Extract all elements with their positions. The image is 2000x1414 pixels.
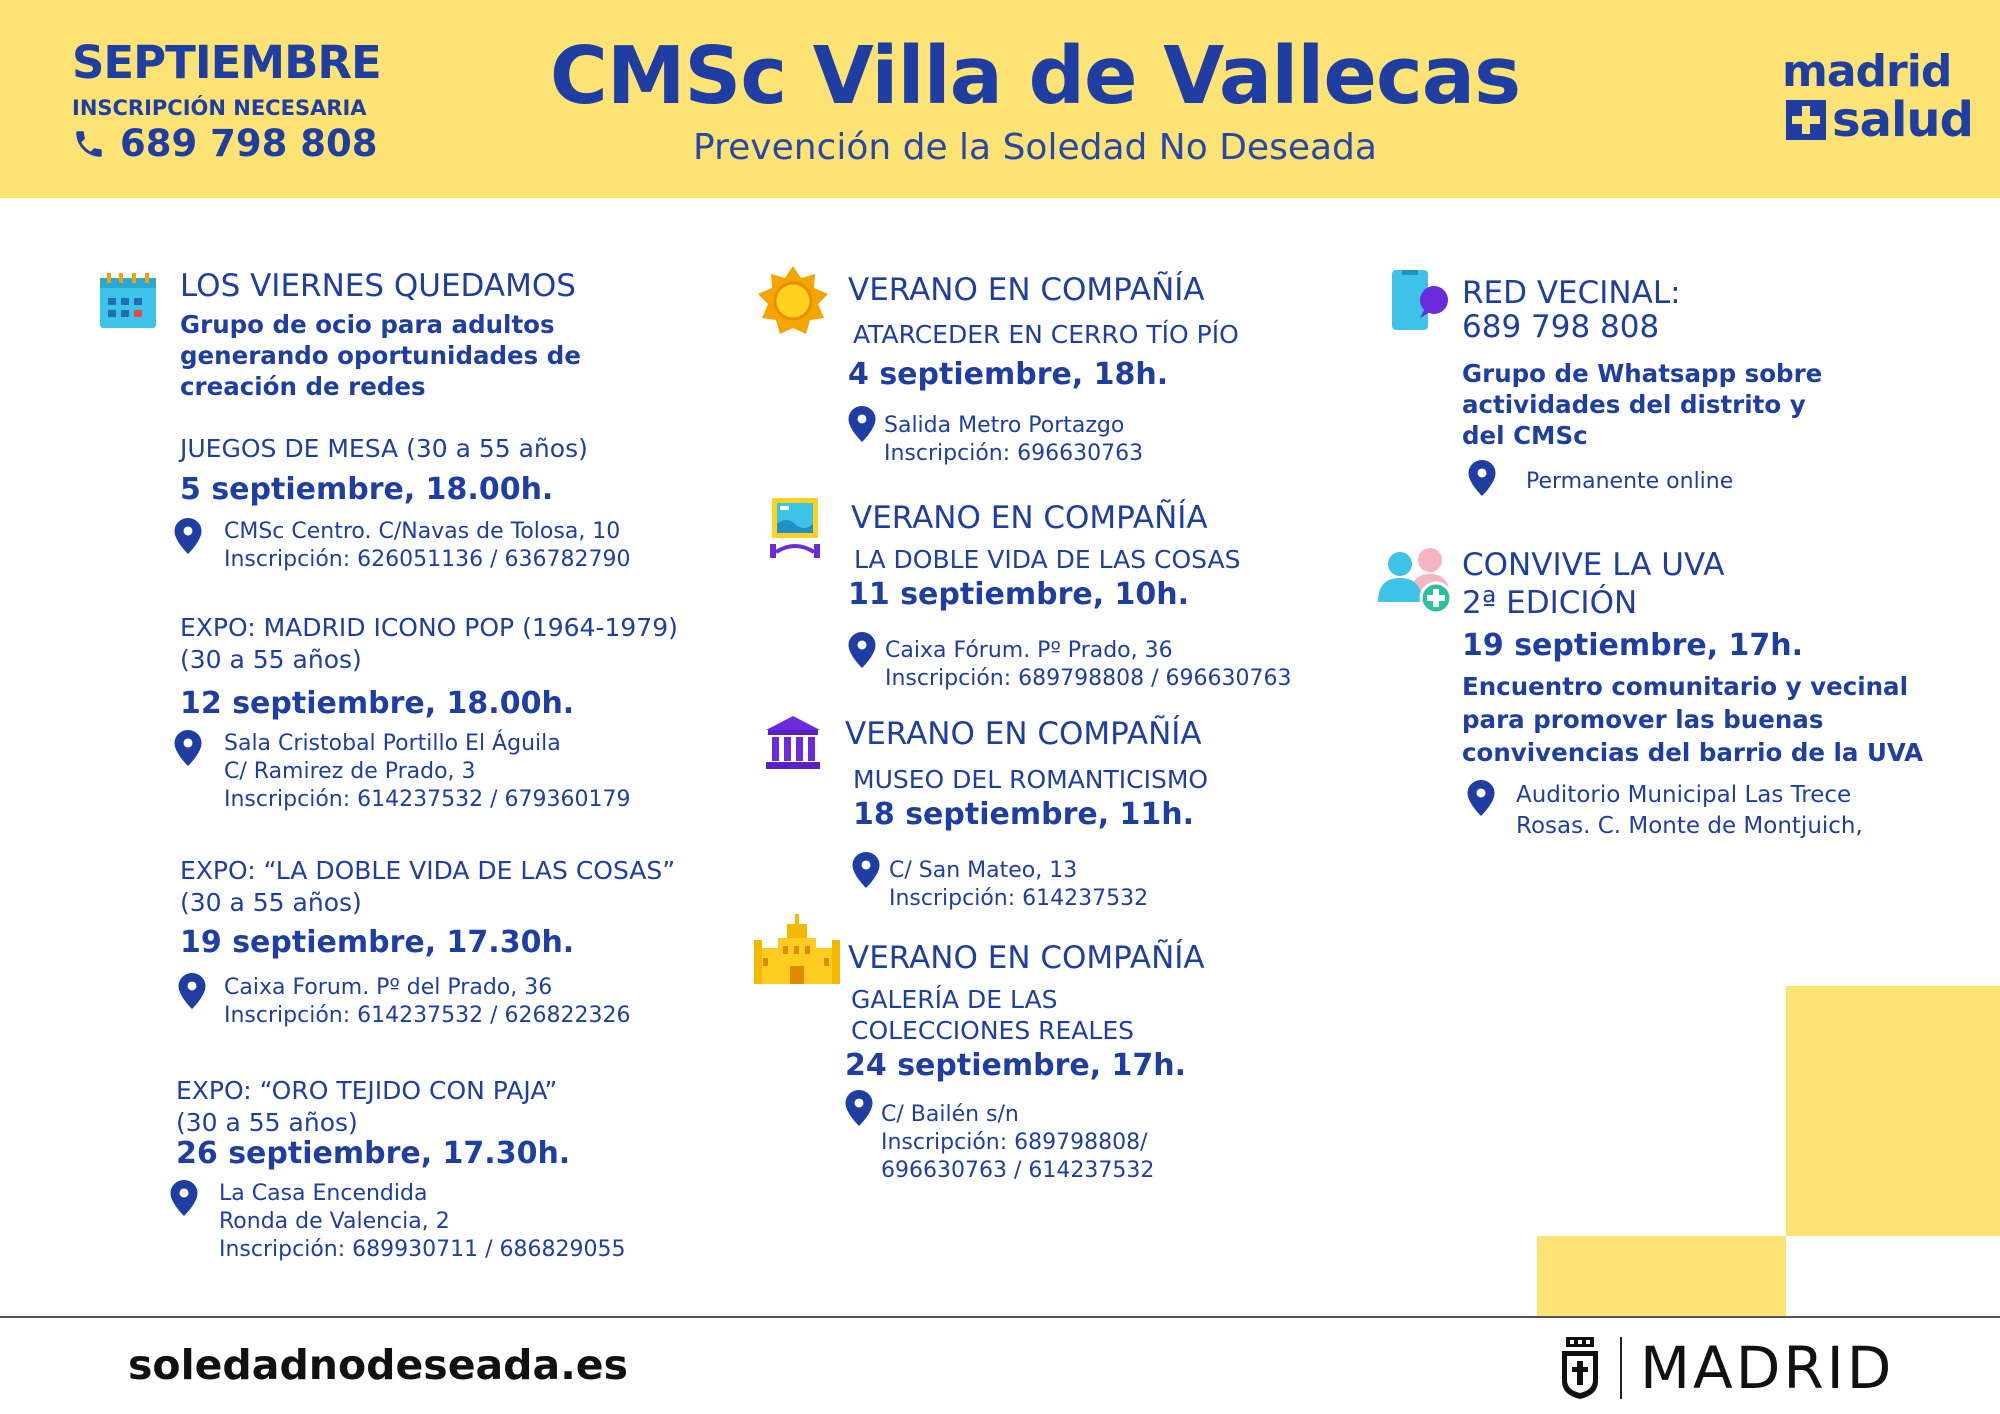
red-vecinal-description xyxy=(1462,358,1822,451)
event-subtitle xyxy=(851,984,1134,1046)
location-line: Salida Metro Portazgo xyxy=(884,413,1125,438)
event-date: 4 septiembre, 18h. xyxy=(848,357,1169,392)
location-line: C/ Ramirez de Prado, 3 xyxy=(224,759,476,784)
heading-line: 2ª EDICIÓN xyxy=(1462,585,1638,621)
madrid-salud-logo-bottom: salud xyxy=(1832,92,1973,148)
subtitle-line: (30 a 55 años) xyxy=(180,888,362,917)
location-pin-icon xyxy=(845,1090,873,1126)
desc-line: generando oportunidades de xyxy=(180,341,581,370)
madrid-wordmark: MADRID xyxy=(1640,1334,1895,1402)
event-location xyxy=(881,1101,1154,1185)
event-subtitle: ATARCEDER EN CERRO TÍO PÍO xyxy=(853,320,1239,349)
logo-divider xyxy=(1620,1337,1622,1399)
event-subtitle: MUSEO DEL ROMANTICISMO xyxy=(853,765,1209,794)
decor-block xyxy=(1537,1236,1786,1316)
event-heading: VERANO EN COMPAÑÍA xyxy=(848,940,1205,976)
location-pin-icon xyxy=(852,852,880,888)
event-subtitle xyxy=(180,612,678,676)
heading-line: CONVIVE LA UVA xyxy=(1462,547,1725,583)
subtitle-line: EXPO: “ORO TEJIDO CON PAJA” xyxy=(176,1076,558,1105)
subtitle-line: COLECCIONES REALES xyxy=(851,1016,1134,1045)
event-subtitle xyxy=(180,855,675,919)
event-subtitle xyxy=(176,1075,557,1139)
location-line: 696630763 / 614237532 xyxy=(881,1158,1155,1183)
desc-line: creación de redes xyxy=(180,372,426,401)
madrid-shield-icon xyxy=(1560,1337,1600,1399)
location-line: Ronda de Valencia, 2 xyxy=(219,1209,450,1234)
event-location xyxy=(224,974,630,1030)
event-date: 12 septiembre, 18.00h. xyxy=(180,686,575,721)
col1-heading: LOS VIERNES QUEDAMOS xyxy=(180,268,576,304)
cross-icon xyxy=(1786,100,1826,140)
subtitle-line: (30 a 55 años) xyxy=(180,645,362,674)
event-date: 26 septiembre, 17.30h. xyxy=(176,1136,571,1171)
event-date: 5 septiembre, 18.00h. xyxy=(180,472,554,507)
heading-line: 689 798 808 xyxy=(1462,309,1660,345)
convive-description xyxy=(1462,670,1923,769)
location-line: C/ Bailén s/n xyxy=(881,1102,1019,1127)
page-subtitle: Prevención de la Soledad No Deseada xyxy=(693,127,1377,168)
event-subtitle: LA DOBLE VIDA DE LAS COSAS xyxy=(854,545,1241,574)
location-line: Inscripción: 626051136 / 636782790 xyxy=(224,547,631,572)
location-pin-icon xyxy=(1468,460,1496,496)
madrid-salud-logo xyxy=(1786,92,1973,148)
calendar-icon xyxy=(98,272,158,330)
desc-line: Encuentro comunitario y vecinal xyxy=(1462,672,1908,701)
location-pin-icon xyxy=(170,1180,198,1216)
location-line: C/ San Mateo, 13 xyxy=(889,858,1078,883)
event-heading: VERANO EN COMPAÑÍA xyxy=(851,500,1208,536)
event-heading: VERANO EN COMPAÑÍA xyxy=(848,272,1205,308)
people-care-icon xyxy=(1376,538,1454,616)
heading-line: RED VECINAL: xyxy=(1462,275,1681,311)
event-location xyxy=(889,857,1148,913)
location-line: Inscripción: 614237532 xyxy=(889,886,1149,911)
event-location xyxy=(885,637,1291,693)
col1-description xyxy=(180,309,581,402)
madrid-city-logo xyxy=(1560,1334,1894,1402)
location-pin-icon xyxy=(848,406,876,442)
page-subtitle-wrap xyxy=(0,127,2000,168)
location-line: Caixa Forum. Pº del Prado, 36 xyxy=(224,975,553,1000)
location-pin-icon xyxy=(174,730,202,766)
location-line: CMSc Centro. C/Navas de Tolosa, 10 xyxy=(224,519,621,544)
month-label: SEPTIEMBRE xyxy=(72,36,381,89)
footer-website-link[interactable]: soledadnodeseada.es xyxy=(128,1341,628,1389)
sun-icon xyxy=(758,266,828,336)
event-subtitle: JUEGOS DE MESA (30 a 55 años) xyxy=(180,434,588,463)
subtitle-line: EXPO: MADRID ICONO POP (1964-1979) xyxy=(180,613,678,642)
desc-line: del CMSc xyxy=(1462,421,1588,450)
subtitle-line: GALERÍA DE LAS xyxy=(851,985,1058,1014)
location-pin-icon xyxy=(848,632,876,668)
location-pin-icon xyxy=(178,973,206,1009)
location-line: Sala Cristobal Portillo El Águila xyxy=(224,731,561,756)
desc-line: para promover las buenas xyxy=(1462,705,1824,734)
location-line: Inscripción: 614237532 / 679360179 xyxy=(224,787,631,812)
location-line: Inscripción: 614237532 / 626822326 xyxy=(224,1003,631,1028)
footer-divider xyxy=(0,1316,2000,1318)
red-vecinal-location: Permanente online xyxy=(1526,469,1734,494)
location-line: Inscripción: 696630763 xyxy=(884,441,1144,466)
desc-line: Grupo de Whatsapp sobre xyxy=(1462,359,1823,388)
location-line: Auditorio Municipal Las Trece xyxy=(1516,782,1852,808)
convive-location xyxy=(1516,780,1863,842)
event-location xyxy=(224,518,630,574)
desc-line: convivencias del barrio de la UVA xyxy=(1462,738,1924,767)
museum-icon xyxy=(764,716,822,770)
location-line: Inscripción: 689798808 / 696630763 xyxy=(885,666,1292,691)
event-location xyxy=(219,1180,625,1264)
subtitle-line: EXPO: “LA DOBLE VIDA DE LAS COSAS” xyxy=(180,856,676,885)
header-phone-number: 689 798 808 xyxy=(120,122,378,165)
red-vecinal-heading xyxy=(1462,276,1681,344)
location-line: La Casa Encendida xyxy=(219,1181,428,1206)
convive-heading xyxy=(1462,546,1724,622)
event-date: 19 septiembre, 17h. xyxy=(1462,628,1804,663)
palace-icon xyxy=(754,914,840,986)
event-date: 19 septiembre, 17.30h. xyxy=(180,925,575,960)
event-date: 18 septiembre, 11h. xyxy=(853,797,1195,832)
decor-block xyxy=(1786,986,2000,1236)
inscription-note: INSCRIPCIÓN NECESARIA xyxy=(72,96,367,120)
event-date: 11 septiembre, 10h. xyxy=(848,577,1190,612)
location-line: Caixa Fórum. Pº Prado, 36 xyxy=(885,638,1173,663)
location-line: Inscripción: 689798808/ xyxy=(881,1130,1148,1155)
location-pin-icon xyxy=(174,518,202,554)
event-date: 24 septiembre, 17h. xyxy=(845,1048,1187,1083)
chat-phone-icon xyxy=(1390,270,1450,332)
page-title-wrap xyxy=(0,30,2000,122)
location-line: Rosas. C. Monte de Montjuich, xyxy=(1516,813,1863,839)
painting-icon xyxy=(770,496,820,562)
madrid-salud-logo-top: madrid xyxy=(1782,46,1952,97)
subtitle-line: (30 a 55 años) xyxy=(176,1108,358,1137)
desc-line: actividades del distrito y xyxy=(1462,390,1806,419)
location-pin-icon xyxy=(1467,780,1495,816)
desc-line: Grupo de ocio para adultos xyxy=(180,310,555,339)
event-location xyxy=(224,730,630,814)
location-line: Inscripción: 689930711 / 686829055 xyxy=(219,1237,626,1262)
event-heading: VERANO EN COMPAÑÍA xyxy=(845,716,1202,752)
page-title: CMSc Villa de Vallecas xyxy=(549,30,1521,122)
event-location xyxy=(884,412,1143,468)
